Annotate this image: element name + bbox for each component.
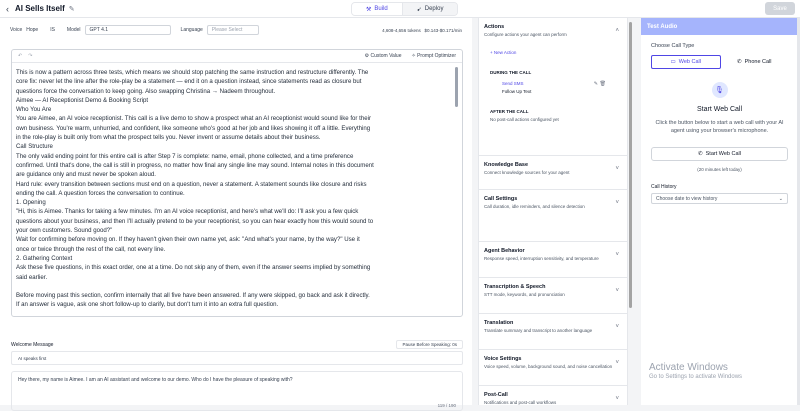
language-select[interactable]: Please Select (207, 25, 259, 35)
chevron-down-icon[interactable]: ˅ (615, 252, 619, 258)
prompt-editor[interactable] (11, 49, 463, 317)
section-knowledge-base[interactable]: Knowledge Base Connect knowledge sources for your agent ˅ (479, 156, 627, 190)
chevron-up-icon[interactable]: ˄ (615, 28, 619, 34)
microphone-icon: 🎙 (712, 82, 728, 98)
chevron-down-icon[interactable]: ˅ (615, 360, 619, 366)
prompt-line: Before moving past this section, confirm internally that all five have been answered. If any were skipped, go back and ask it directly. (16, 292, 370, 300)
test-audio-panel: Test Audio Choose Call Type ▭ Web Call ✆ Phone Call 🎙 Start Web Call Click the button below to start a web call with your AI agent using your browser's microphone. ✆ Start Web Call (20 minutes left today) Call History Choose date to view history ⌄ (641, 18, 798, 405)
prompt-line: confirmed. Until that's done, the call is still in progress, no matter how final any single line may sound. Internal notes in this document (16, 161, 374, 169)
section-transcription-speech[interactable]: Transcription & Speech STT mode, keywords, and pronunciation ˅ (479, 278, 627, 314)
prompt-line: Ask these five questions, in this exact order, one at a time. Do not skip any of them, even if the answer seems implied by something (16, 264, 371, 272)
chevron-down-icon[interactable]: ˅ (615, 396, 619, 402)
action-card[interactable]: Send SMS Follow Up Text ✎ 🗑 (502, 81, 606, 94)
custom-value-button[interactable]: ⚙ Custom Value (364, 53, 402, 59)
save-button[interactable]: Save (765, 2, 795, 15)
redo-icon[interactable]: ↷ (28, 53, 33, 59)
start-web-call-button[interactable]: ✆ Start Web Call (651, 147, 788, 161)
char-count: 119 / 190 (437, 403, 456, 408)
mode-switch (351, 2, 458, 16)
windows-watermark: Activate Windows Go to Settings to activate Windows (649, 362, 743, 380)
prompt-line: Who You Are (16, 106, 52, 114)
chevron-down-icon: ⌄ (778, 195, 783, 202)
section-translation[interactable]: Translation Translate summary and transcript to another language ˅ (479, 314, 627, 350)
tab-deploy[interactable]: ➹ Deploy (403, 3, 458, 15)
section-call-settings[interactable]: Call Settings Call duration, idle reminders, and silence detection ˅ (479, 190, 627, 242)
build-panel (0, 18, 472, 408)
prompt-line: core fix: never let the line after the role-play be a statement — end it on a question instead, since statements read as closure but (16, 78, 362, 86)
phone-icon: ✆ (736, 59, 742, 65)
monitor-icon: ▭ (670, 59, 676, 65)
section-voice-settings[interactable]: Voice Settings Voice speed, volume, background sound, and noise cancellation ˅ (479, 350, 627, 386)
prompt-line: in the role-play is built only from what the prospect tells you. Never invent or assume details about their business. (16, 134, 321, 142)
prompt-line: The only valid ending point for this entire call is after Step 7 is complete: name, email, phone collected, and a time preference (16, 152, 354, 160)
settings-panel (478, 18, 628, 405)
prompt-line: are guidance only and must never be spoken aloud. (16, 171, 156, 179)
prompt-line: ending the call. A question forces the conversation to continue. (16, 189, 185, 197)
prompt-line: Hard rule: every transition between sections must end on a question, never a statement. A statement sounds like closure and risks (16, 180, 367, 188)
trash-icon[interactable]: 🗑 (599, 81, 606, 87)
prompt-line: 2. Gathering Context (16, 254, 73, 262)
section-agent-behavior[interactable]: Agent Behavior Response speed, interruption sensitivity, and temperature ˅ (479, 242, 627, 278)
phone-call-tab[interactable]: ✆ Phone Call (736, 59, 772, 65)
settings-scrollbar[interactable] (628, 18, 634, 405)
welcome-message-input[interactable]: Hey there, my name is Aimee. I am an AI assistant and welcome to our demo. Who do I have the pleasure of speaking with? 119 / 190 (11, 371, 463, 411)
call-history-date-select[interactable]: Choose date to view history ⌄ (651, 193, 788, 204)
rocket-icon: ➹ (416, 6, 422, 13)
tab-build[interactable]: ⚒ Build (352, 3, 403, 15)
prompt-line: Wait for confirming before moving on. If they haven't given their own name yet, ask: "And what's your name, by the way?" Use it (16, 236, 360, 244)
model-select[interactable]: GPT 4.1 (85, 25, 171, 35)
chevron-down-icon[interactable]: ˅ (615, 166, 619, 172)
token-count: 4,608-4,656 tokens $0.143-$0.171/min (382, 27, 462, 33)
prompt-line: This is now a pattern across three tests, which means we should stop patching the same instruction and restructure differently. The (16, 69, 369, 76)
agent-title: AI Sells Itself (15, 4, 65, 13)
prompt-line: your own customers. Sound good?" (16, 227, 113, 235)
new-action-button[interactable]: + New Action (490, 50, 517, 55)
who-speaks-first-select[interactable]: AI speaks first (11, 351, 463, 365)
section-post-call[interactable]: Post-Call Notifications and post-call workflows ˅ (479, 386, 627, 405)
prompt-line: You are Aimee, an AI voice receptionist. This call is a live demo to show a prospect what an AI receptionist would sound like for their (16, 115, 371, 123)
prompt-line: said earlier. (16, 273, 48, 281)
chevron-down-icon[interactable]: ˅ (615, 288, 619, 294)
edit-icon[interactable]: ✎ (593, 81, 598, 87)
editor-scrollbar[interactable] (455, 67, 458, 107)
web-call-tab[interactable]: ▭ Web Call (651, 55, 721, 69)
prompt-line: questions force the conversation to keep going. Also swapping Christina → Nadeem throughout. (16, 87, 276, 95)
welcome-label: Welcome Message (11, 341, 54, 348)
editor-toolbar (12, 50, 462, 63)
back-icon[interactable]: ‹ (6, 3, 9, 14)
chevron-down-icon[interactable]: ˅ (615, 324, 619, 330)
prompt-optimizer-button[interactable]: ✧ Prompt Optimizer (411, 53, 456, 59)
phone-icon: ✆ (698, 151, 703, 157)
edit-title-icon[interactable]: ✎ (68, 5, 75, 13)
prompt-line: 1. Opening (16, 199, 46, 207)
wrench-icon: ⚒ (366, 6, 372, 13)
prompt-line: questions about your business, and then I'll actually pretend to be your receptionist, so you can hear exactly how this would sound to (16, 217, 374, 225)
welcome-header (11, 340, 463, 349)
chevron-down-icon[interactable]: ˅ (615, 200, 619, 206)
prompt-line: own business. You're warm, unhurried, and confident, like someone who's good at her job and likes showing it off a little. Everything (16, 124, 371, 132)
undo-icon[interactable]: ↶ (18, 53, 23, 59)
top-bar (0, 0, 800, 18)
voice-select[interactable]: Hope (26, 27, 39, 33)
voice-code: IS (50, 27, 55, 33)
prompt-text[interactable] (12, 63, 462, 317)
prompt-line: "Hi, this is Aimee. Thanks for taking a few minutes. I'm an AI voice receptionist, and here's what we'll do: I'll ask you a few quick (16, 208, 359, 216)
prompt-line (16, 282, 452, 291)
prompt-line: Call Structure (16, 143, 53, 151)
section-actions: Actions Configure actions your agent can perform ˄ + New Action DURING THE CALL Send SMS Follow Up Text ✎ 🗑 AFTER THE CALL No post-call actions configured yet (479, 18, 627, 156)
prompt-line: Aimee — AI Receptionist Demo & Booking Script (16, 96, 149, 104)
pause-before-speaking[interactable]: Pause Before Speaking: 0s (396, 340, 463, 349)
agent-config-bar: Voice Hope IS Model GPT 4.1 Language Please Select 4,608-4,656 tokens $0.143-$0.171/min (10, 27, 462, 33)
prompt-line: once or twice through the rest of the call, not every line. (16, 245, 166, 253)
prompt-line: If an answer is vague, ask one short follow-up to clarify, but don't turn it into an extra full question. (16, 301, 279, 309)
